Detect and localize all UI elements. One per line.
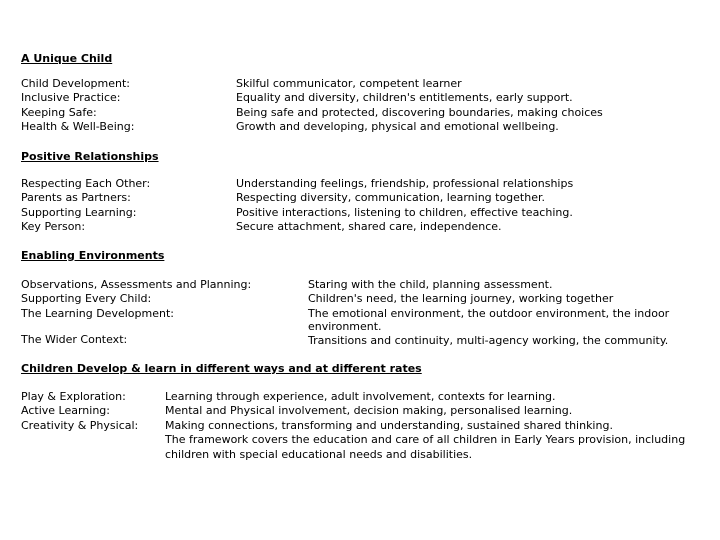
environments-label-wider (21, 333, 127, 347)
label: Play & Exploration: (21, 390, 126, 403)
environments-values (308, 278, 688, 347)
environments-labels (21, 278, 251, 321)
label: Supporting Every Child: (21, 292, 152, 306)
value: The framework covers the education and care of all children in Early Years provision, including children with special educational needs and disabilities. (165, 433, 686, 461)
value: Growth and developing, physical and emotional wellbeing. (236, 120, 559, 134)
label: Creativity & Physical: (21, 418, 139, 432)
value: Transitions and continuity, multi-agency working, the community. (308, 334, 669, 348)
value: Children's need, the learning journey, working together (308, 292, 614, 306)
value: Mental and Physical involvement, decision making, personalised learning. (165, 404, 573, 418)
label: Key Person: (21, 220, 86, 234)
value: Respecting diversity, communication, learning together. (236, 191, 545, 205)
value: Making connections, transforming and understanding, sustained shared thinking. (165, 418, 613, 432)
value: Positive interactions, listening to children, effective teaching. (236, 205, 573, 219)
value: Equality and diversity, children's entitlements, early support. (236, 91, 573, 105)
label: Observations, Assessments and Planning: (21, 278, 252, 291)
relationships-labels (21, 177, 150, 235)
label: Supporting Learning: (21, 205, 137, 219)
section-heading-children-develop: Children Develop & learn in different ways and at different rates (21, 362, 422, 375)
value: Learning through experience, adult involvement, contexts for learning. (165, 390, 556, 403)
section-heading-enabling-environments: Enabling Environments (21, 249, 165, 262)
section-heading-unique-child: A Unique Child (21, 52, 113, 65)
label: Keeping Safe: (21, 105, 97, 119)
label: Respecting Each Other: (21, 177, 151, 190)
section-heading-positive-relationships: Positive Relationships (21, 150, 159, 163)
label: The Learning Development: (21, 306, 174, 320)
value: Being safe and protected, discovering boundaries, making choices (236, 105, 603, 119)
unique-child-values (236, 77, 603, 135)
label: Health & Well-Being: (21, 120, 135, 134)
develop-labels (21, 390, 138, 433)
label: Parents as Partners: (21, 191, 131, 205)
value: Understanding feelings, friendship, professional relationships (236, 177, 574, 190)
unique-child-labels (21, 77, 134, 135)
value: The emotional environment, the outdoor environment, the indoor environment. (308, 306, 670, 333)
label: The Wider Context: (21, 333, 128, 346)
label: Inclusive Practice: (21, 91, 121, 105)
value: Staring with the child, planning assessment. (308, 278, 553, 291)
develop-values (165, 390, 705, 462)
label: Child Development: (21, 77, 131, 90)
relationships-values (236, 177, 573, 235)
value: Secure attachment, shared care, independence. (236, 220, 502, 234)
value: Skilful communicator, competent learner (236, 77, 462, 90)
label: Active Learning: (21, 404, 110, 418)
